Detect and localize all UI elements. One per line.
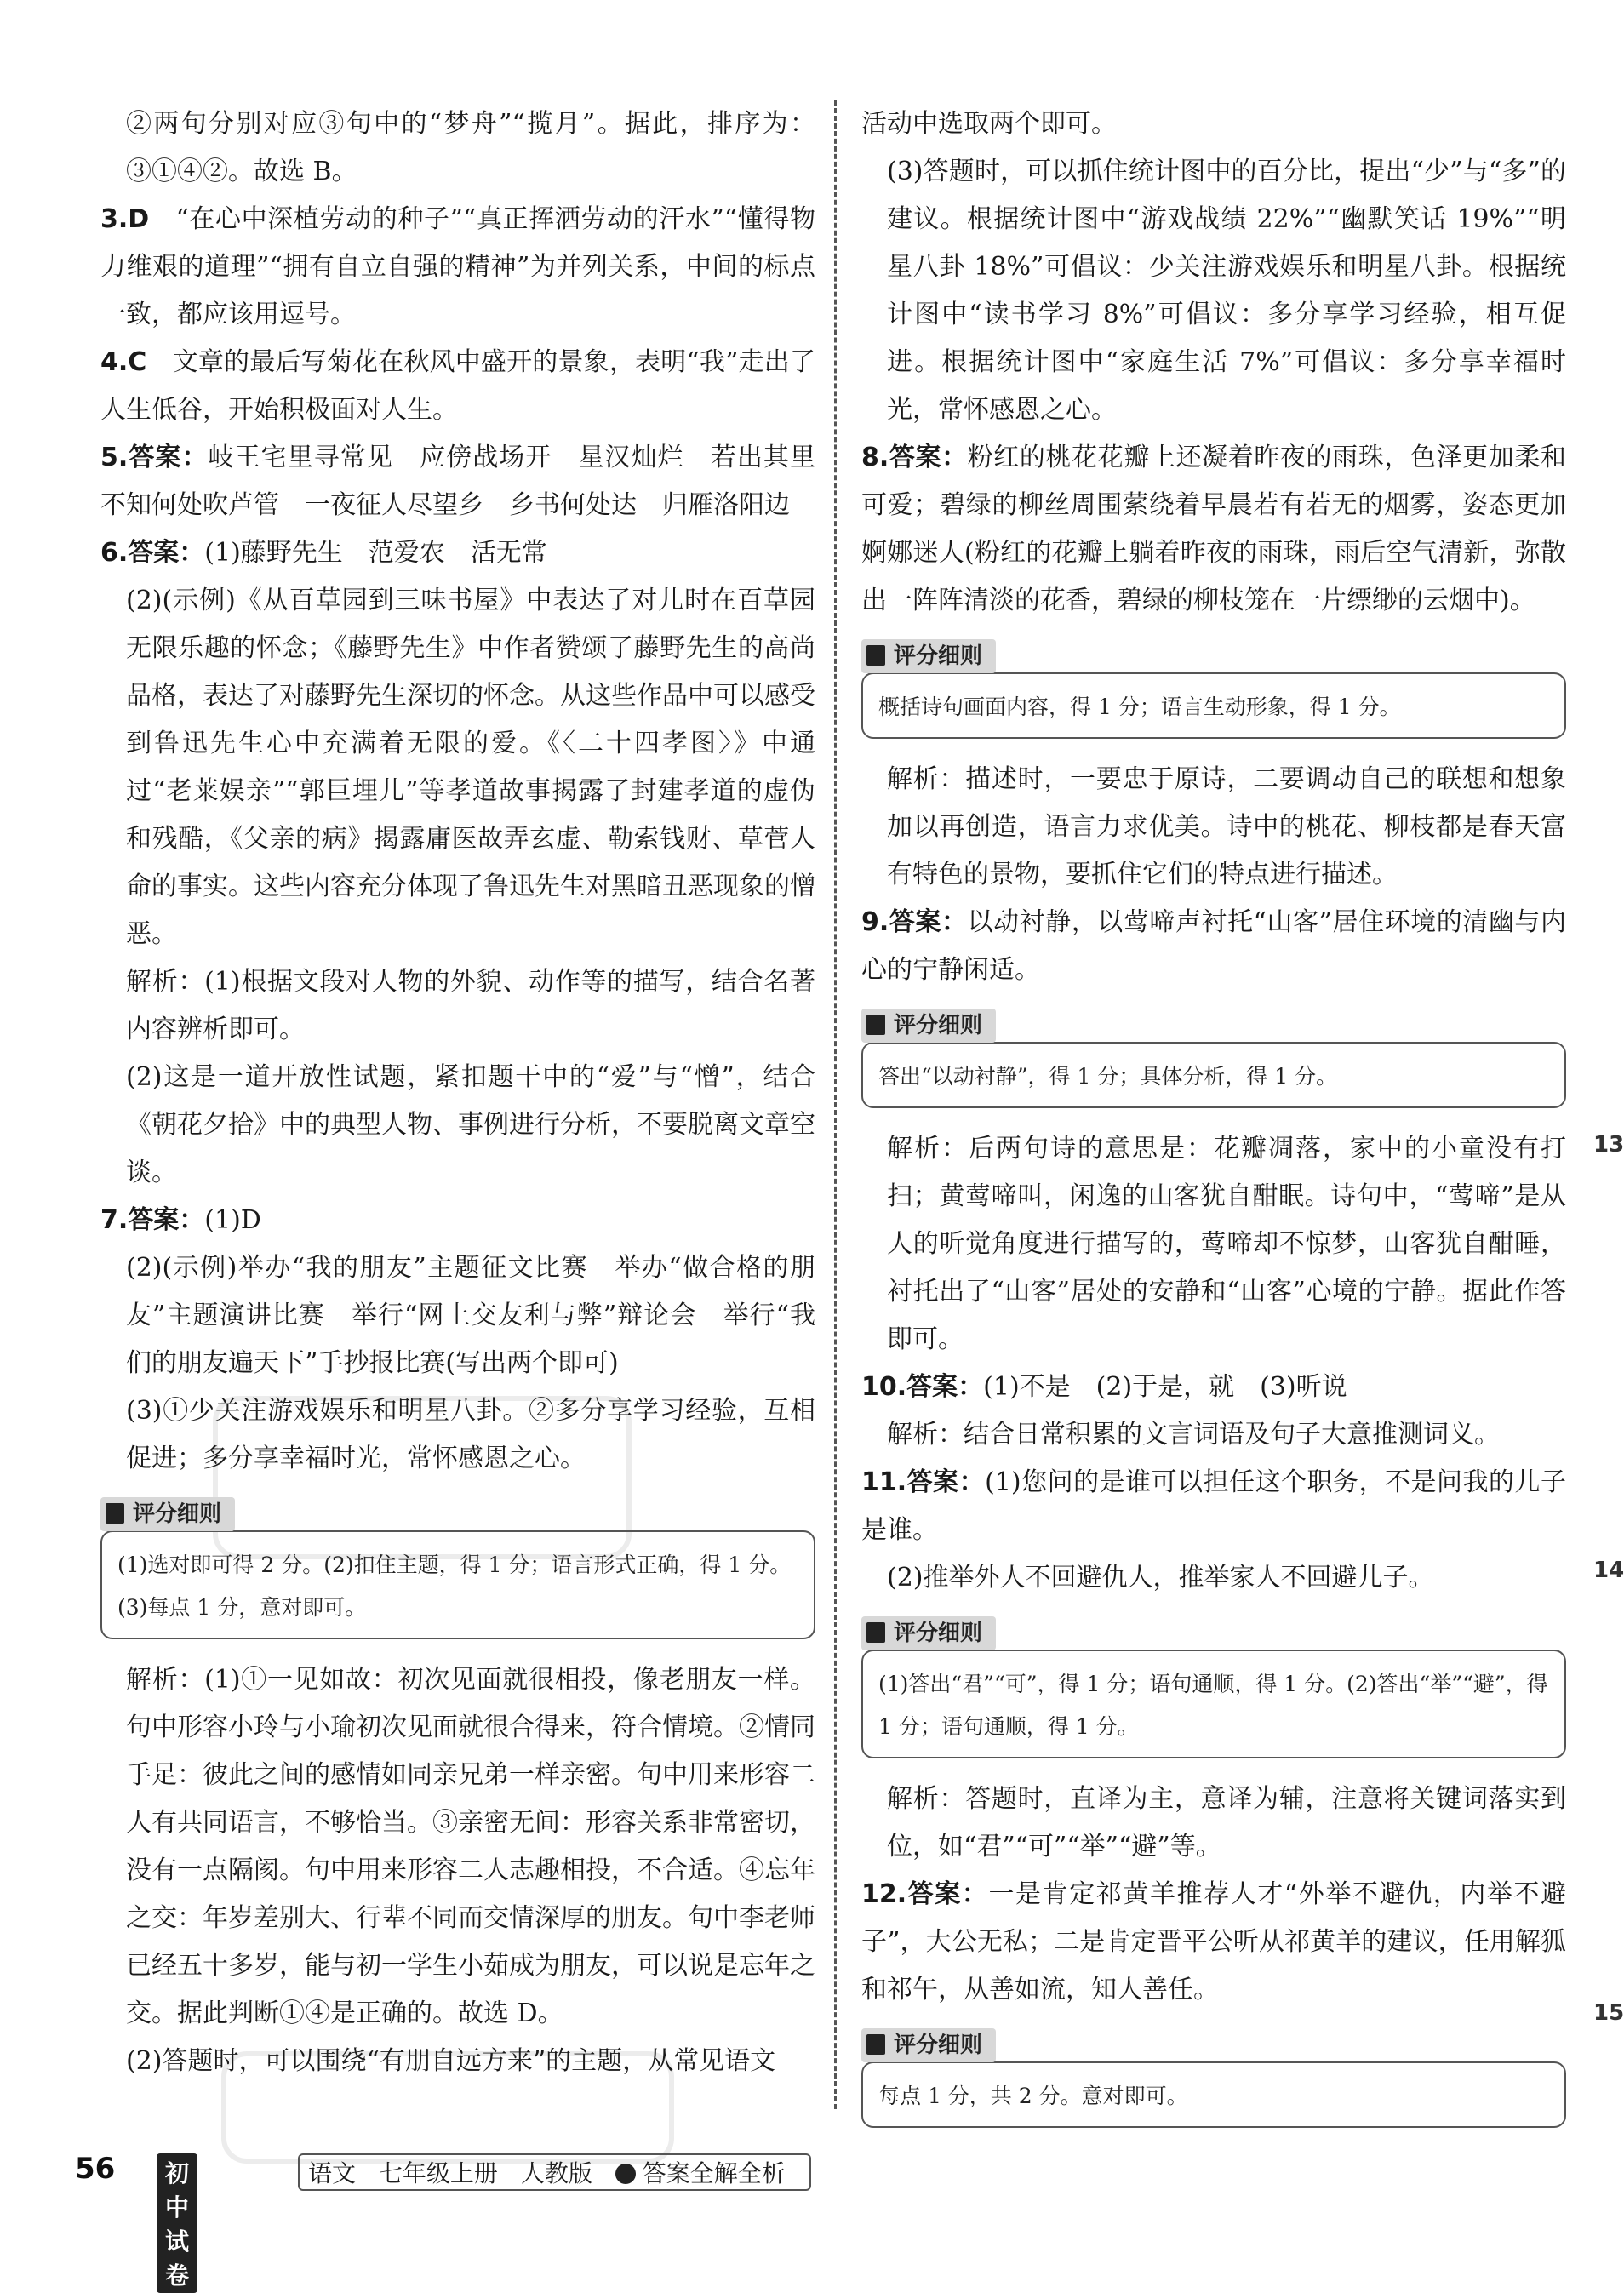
q12-scoring-box — [861, 2021, 1566, 2128]
right-column — [861, 100, 1566, 2145]
q6-analysis-1: 解析：(1)根据文段对人物的外貌、动作等的描写，结合名著内容辨析即可。 — [126, 967, 815, 1044]
page-number: 56 — [75, 2152, 116, 2186]
q9-number: 9.答案： — [861, 907, 968, 937]
column-divider — [834, 100, 837, 2109]
series-title: 答案全解全析 — [642, 2159, 786, 2187]
scoring-text: (1)选对即可得 2 分。(2)扣住主题，得 1 分；语言形式正确，得 1 分。(3)每点 1 分，意对即可。 — [100, 1530, 815, 1639]
scoring-tag: 评分细则 — [861, 2028, 996, 2062]
q11-part2: (2)推举外人不回避仇人，推举家人不回避儿子。 — [887, 1563, 1434, 1593]
q7-analysis-2: (2)答题时，可以围绕“有朋自远方来”的主题，从常见语文 — [126, 2046, 776, 2076]
q7-analysis-1: 解析：(1)①一见如故：初次见面就很相投，像老朋友一样。句中形容小玲与小瑜初次见面就很合得来，符合情境。②情同手足：彼此之间的感情如同亲兄弟一样亲密。句中用来形容二人有共同语言，不够恰当。③亲密无间：形容关系非常密切，没有一点隔阂。句中用来形容二人志趣相投，不合适。④忘年之交：年岁差别大、行辈不同而交情深厚的朋友。句中李老师已经五十多岁，能与初一学生小茹成为朋友，可以说是忘年之交。据此判断①④是正确的。故选 D。 — [126, 1665, 815, 2028]
book-icon — [866, 645, 885, 666]
grade: 七年级上册 — [378, 2159, 498, 2187]
q12-answer: 12.答案：一是肯定祁黄羊推荐人才“外举不避仇，内举不避子”，大公无私；二是肯定晋平公听从祁黄羊的建议，任用解狐和祁午，从善如流，知人善任。 — [861, 1879, 1566, 2004]
q8-number: 8.答案： — [861, 443, 968, 472]
q7-analysis-continuation: 活动中选取两个即可。 — [861, 109, 1117, 139]
scoring-text: 答出“以动衬静”，得 1 分；具体分析，得 1 分。 — [861, 1042, 1566, 1108]
q4-answer: 4.C 文章的最后写菊花在秋风中盛开的景象，表明“我”走出了人生低谷，开始积极面对人生。 — [100, 347, 815, 425]
scoring-tag: 评分细则 — [861, 639, 996, 673]
q10-number: 10.答案： — [861, 1372, 984, 1402]
edge-mark-13: 13 — [1593, 1132, 1624, 1158]
book-icon — [866, 1622, 885, 1643]
edition: 人教版 — [520, 2159, 592, 2187]
q7-part2: (2)(示例)举办“我的朋友”主题征文比赛 举办“做合格的朋友”主题演讲比赛 举行“网上交友利与弊”辩论会 举行“我们的朋友遍天下”手抄报比赛(写出两个即可) — [126, 1253, 815, 1378]
q2-continuation: ②两句分别对应③句中的“梦舟”“揽月”。据此，排序为：③①④②。故选 B。 — [126, 109, 815, 186]
q8-scoring-box — [861, 632, 1566, 739]
q7-part3: (3)①少关注游戏娱乐和明星八卦。②多分享学习经验，互相促进；多分享幸福时光，常怀感恩之心。 — [126, 1396, 815, 1473]
q11-scoring-box — [861, 1609, 1566, 1758]
q11-answer: 11.答案：(1)您问的是谁可以担任这个职务，不是问我的儿子是谁。 — [861, 1467, 1566, 1545]
book-icon — [866, 1015, 885, 1035]
q6-number: 6.答案： — [100, 538, 205, 568]
q7-scoring-box — [100, 1490, 815, 1639]
q5-answer: 5.答案：岐王宅里寻常见 应傍战场开 星汉灿烂 若出其里 不知何处吹芦管 一夜征人尽望乡 乡书何处达 归雁洛阳边 — [100, 443, 842, 520]
scoring-tag: 评分细则 — [861, 1616, 996, 1650]
q4-number: 4.C — [100, 347, 147, 377]
book-icon — [866, 2034, 885, 2055]
edge-mark-15: 15 — [1593, 2000, 1624, 2026]
q3-answer: 3.D “在心中深植劳动的种子”“真正挥洒劳动的汗水”“懂得物力维艰的道理”“拥有自立自强的精神”为并列关系，中间的标点一致，都应该用逗号。 — [100, 204, 816, 329]
scoring-tag: 评分细则 — [861, 1009, 996, 1043]
subject: 语文 — [308, 2159, 357, 2187]
q8-analysis: 解析：描述时，一要忠于原诗，二要调动自己的联想和想象加以再创造，语言力求优美。诗中的桃花、柳枝都是春天富有特色的景物，要抓住它们的特点进行描述。 — [887, 764, 1566, 889]
left-column — [100, 100, 842, 2085]
brand-badge: 初中试卷 — [157, 2153, 197, 2293]
q6-part2: (2)(示例)《从百草园到三味书屋》中表达了对儿时在百草园无限乐趣的怀念；《藤野先生》中作者赞颂了藤野先生的高尚品格，表达了对藤野先生深切的怀念。从这些作品中可以感受到鲁迅先生心中充满着无限的爱。《〈二十四孝图〉》中通过“老莱娱亲”“郭巨埋儿”等孝道故事揭露了封建孝道的虚伪和残酷，《父亲的病》揭露庸医故弄玄虚、勒索钱财、草菅人命的事实。这些内容充分体现了鲁迅先生对黑暗丑恶现象的憎恶。 — [126, 586, 815, 949]
q6-answer: 6.答案：(1)藤野先生 范爱农 活无常 — [100, 538, 547, 568]
q10-analysis: 解析：结合日常积累的文言词语及句子大意推测词义。 — [887, 1420, 1500, 1450]
q9-analysis: 解析：后两句诗的意思是：花瓣凋落，家中的小童没有打扫；黄莺啼叫，闲逸的山客犹自酣眠。诗句中，“莺啼”是从人的听觉角度进行描写的，莺啼却不惊梦，山客犹自酣睡，衬托出了“山客”居处的安静和“山客”心境的宁静。据此作答即可。 — [887, 1134, 1566, 1354]
q12-number: 12.答案： — [861, 1879, 989, 1909]
scoring-text: 每点 1 分，共 2 分。意对即可。 — [861, 2061, 1566, 2128]
q5-number: 5.答案： — [100, 443, 209, 472]
scoring-text: 概括诗句画面内容，得 1 分；语言生动形象，得 1 分。 — [861, 672, 1566, 739]
play-icon — [615, 2164, 636, 2184]
edge-mark-14: 14 — [1593, 1558, 1624, 1583]
q7-answer: 7.答案：(1)D — [100, 1205, 261, 1235]
q9-scoring-box — [861, 1001, 1566, 1108]
q11-number: 11.答案： — [861, 1467, 986, 1497]
q7-number: 7.答案： — [100, 1205, 205, 1235]
q10-answer: 10.答案：(1)不是 (2)于是，就 (3)听说 — [861, 1372, 1347, 1402]
q8-answer: 8.答案：粉红的桃花花瓣上还凝着昨夜的雨珠，色泽更加柔和可爱；碧绿的柳丝周围萦绕着早晨若有若无的烟雾，姿态更加婀娜迷人(粉红的花瓣上躺着昨夜的雨珠，雨后空气清新，弥散出一阵阵清淡的花香，碧绿的柳枝笼在一片缥缈的云烟中)。 — [861, 443, 1567, 615]
q3-number: 3.D — [100, 204, 150, 234]
book-meta — [298, 2153, 811, 2191]
scoring-tag: 评分细则 — [100, 1497, 235, 1531]
q9-answer: 9.答案：以动衬静，以莺啼声衬托“山客”居住环境的清幽与内心的宁静闲适。 — [861, 907, 1566, 985]
q11-analysis: 解析：答题时，直译为主，意译为辅，注意将关键词落实到位，如“君”“可”“举”“避”等。 — [887, 1784, 1566, 1861]
q6-analysis-2: (2)这是一道开放性试题，紧扣题干中的“爱”与“憎”，结合《朝花夕拾》中的典型人物、事例进行分析，不要脱离文章空谈。 — [126, 1062, 815, 1187]
book-icon — [106, 1503, 124, 1524]
scoring-text: (1)答出“君”“可”，得 1 分；语句通顺，得 1 分。(2)答出“举”“避”，得 1 分；语句通顺，得 1 分。 — [861, 1650, 1566, 1758]
q7-analysis-3: (3)答题时，可以抓住统计图中的百分比，提出“少”与“多”的建议。根据统计图中“游戏战绩 22%”“幽默笑话 19%”“明星八卦 18%”可倡议：少关注游戏娱乐和明星八卦。根据统计图中“读书学习 8%”可倡议：多分享学习经验，相互促进。根据统计图中“家庭生活 7%”可倡议：多分享幸福时光，常怀感恩之心。 — [887, 157, 1566, 425]
